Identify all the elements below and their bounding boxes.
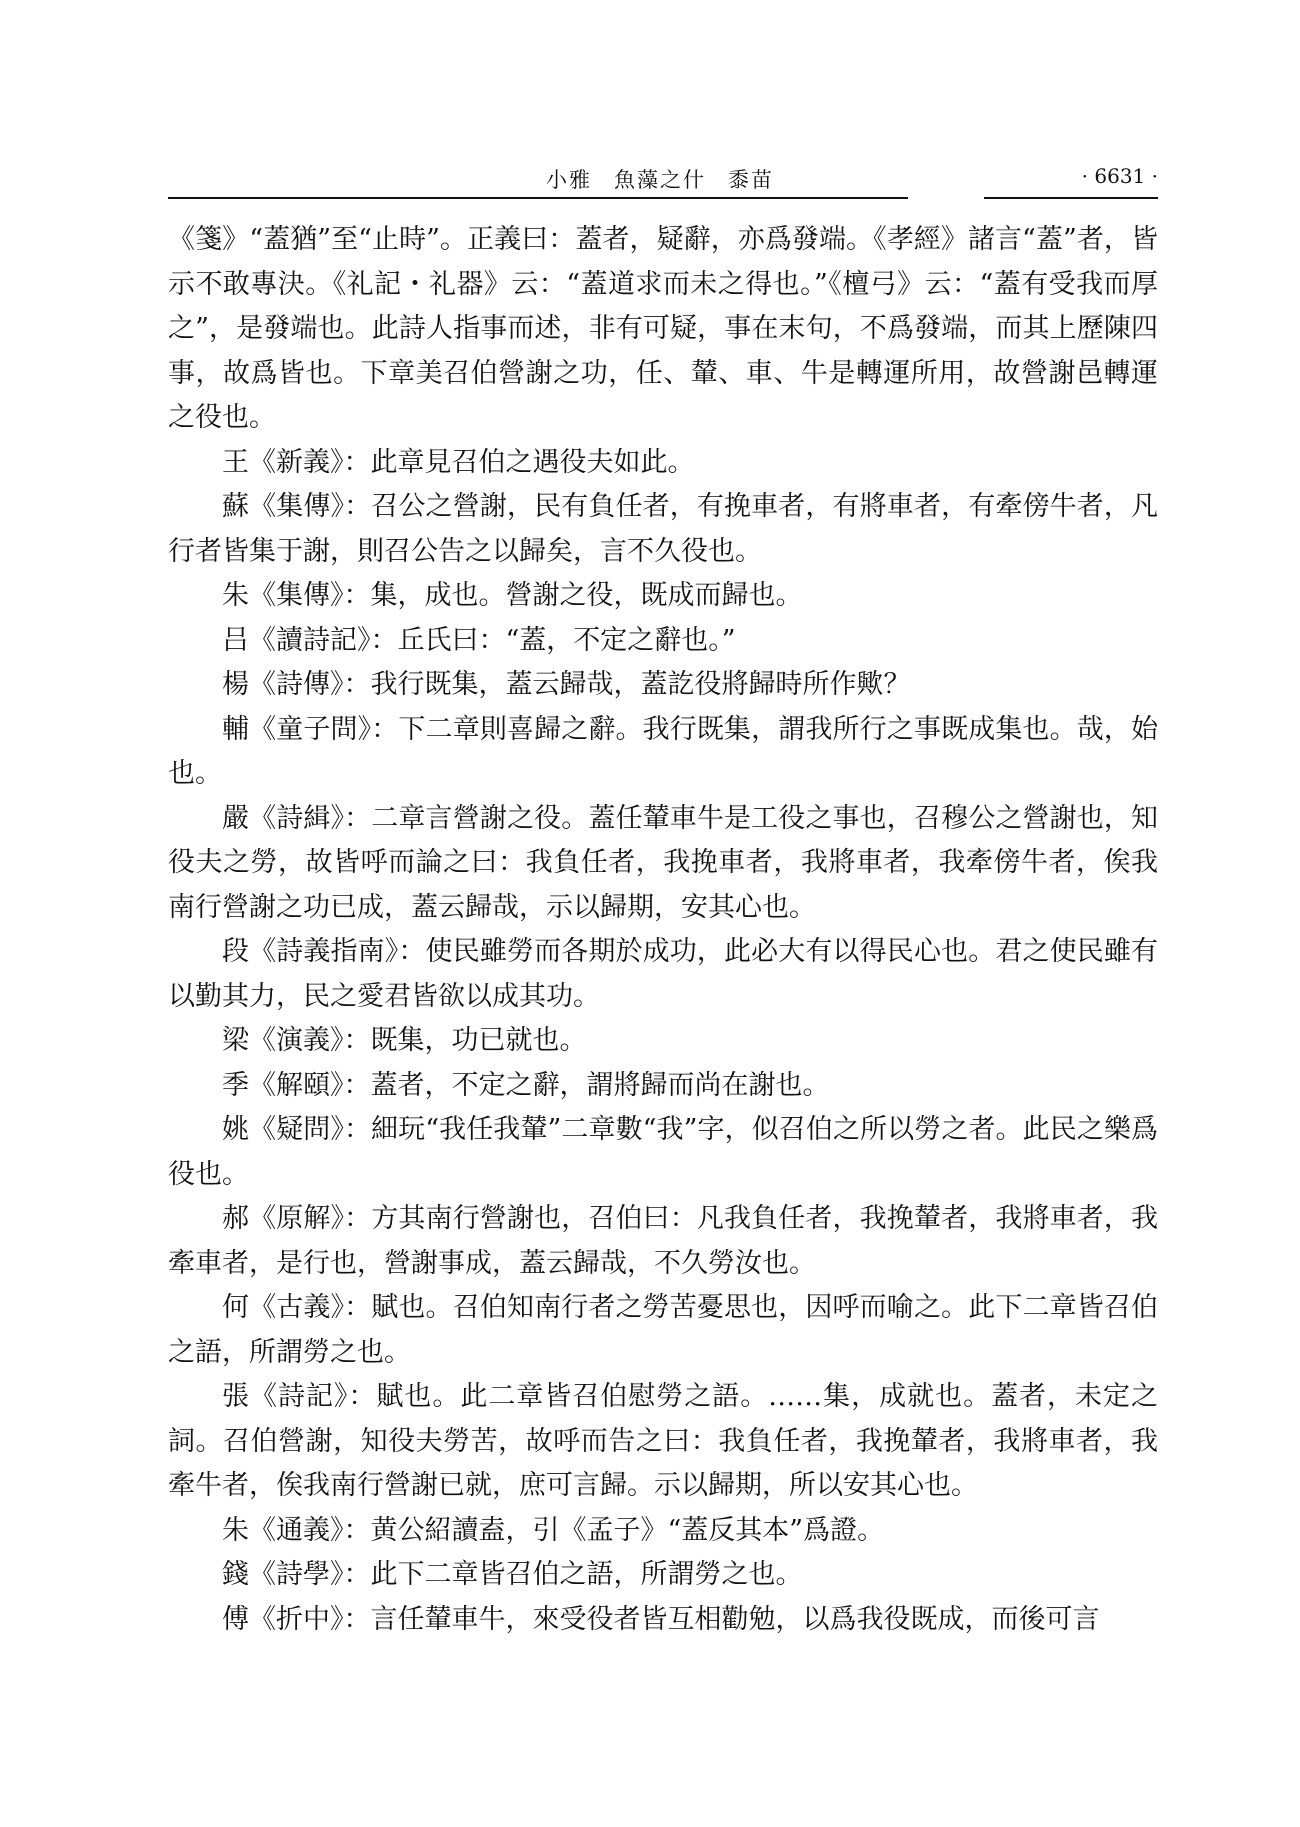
paragraph: 朱《通義》：黄公紹讀盍，引《孟子》“蓋反其本”爲證。 — [222, 1514, 885, 1546]
paragraph: 《箋》“蓋猶”至“止時”。正義曰：蓋者，疑辭，亦爲發端。《孝經》諸言“蓋”者，皆示不敢專決。《礼記・礼器》云：“蓋道求而未之得也。”《檀弓》云：“蓋有受我而厚之”，是發端也。此詩人指事而述，非有可疑，事在末句，不爲發端，而其上歷陳四事，故爲皆也。下章美召伯營謝之功，任、輦、車、牛是轉運所用，故營謝邑轉運之役也。 — [168, 224, 1158, 433]
header-poem: 黍苗 — [728, 168, 774, 192]
paragraph: 張《詩記》：賦也。此二章皆召伯慰勞之語。……集，成就也。蓋者，未定之詞。召伯營謝，知役夫勞苦，故呼而告之曰：我負任者，我挽輦者，我將車者，我牽牛者，俟我南行營謝已就，庶可言歸。示以歸期，所以安其心也。 — [168, 1381, 1158, 1501]
paragraph: 季《解頤》：蓋者，不定之辭，謂將歸而尚在謝也。 — [222, 1069, 830, 1101]
paragraph: 何《古義》：賦也。召伯知南行者之勞苦憂思也，因呼而喻之。此下二章皆召伯之語，所謂勞之也。 — [168, 1292, 1158, 1368]
paragraph: 錢《詩學》：此下二章皆召伯之語，所謂勞之也。 — [222, 1559, 803, 1590]
page-number: · 6631 · — [1081, 164, 1158, 188]
header-rule-right — [984, 197, 1158, 199]
main-text — [168, 218, 1158, 1642]
header-section: 小雅 — [546, 168, 592, 192]
paragraph: 蘇《集傳》：召公之營謝，民有負任者，有挽車者，有將車者，有牽傍牛者，凡行者皆集于謝，則召公告之以歸矣，言不久役也。 — [168, 491, 1158, 567]
paragraph: 吕《讀詩記》：丘氏曰：“蓋，不定之辭也。” — [222, 624, 736, 656]
paragraph: 傅《折中》：言任輦車牛，來受役者皆互相勸勉，以爲我役既成，而後可言 — [222, 1603, 1100, 1635]
paragraph: 嚴《詩緝》：二章言營謝之役。蓋任輦車牛是工役之事也，召穆公之營謝也，知役夫之勞，故皆呼而論之曰：我負任者，我挽車者，我將車者，我牽傍牛者，俟我南行營謝之功已成，蓋云歸哉，示以歸期，安其心也。 — [168, 802, 1158, 923]
paragraph: 段《詩義指南》：使民雖勞而各期於成功，此必大有以得民心也。君之使民雖有以勤其力，民之愛君皆欲以成其功。 — [168, 936, 1158, 1012]
paragraph: 朱《集傳》：集，成也。營謝之役，既成而歸也。 — [222, 580, 803, 611]
running-header — [168, 156, 1158, 196]
paragraph: 梁《演義》：既集，功已就也。 — [222, 1025, 587, 1056]
paragraph: 楊《詩傳》：我行既集，蓋云歸哉，蓋訖役將歸時所作歟？ — [222, 669, 911, 700]
header-subsection: 魚藻之什 — [614, 168, 706, 192]
paragraph: 輔《童子問》：下二章則喜歸之辭。我行既集，謂我所行之事既成集也。哉，始也。 — [168, 713, 1158, 789]
paragraph: 姚《疑問》：細玩“我任我輦”二章數“我”字，似召伯之所以勞之者。此民之樂爲役也。 — [168, 1114, 1158, 1190]
header-rule — [168, 197, 908, 199]
paragraph: 郝《原解》：方其南行營謝也，召伯曰：凡我負任者，我挽輦者，我將車者，我牽車者，是行也，營謝事成，蓋云歸哉，不久勞汝也。 — [168, 1203, 1158, 1279]
running-header-title — [546, 164, 774, 194]
paragraph: 王《新義》：此章見召伯之遇役夫如此。 — [222, 446, 695, 478]
